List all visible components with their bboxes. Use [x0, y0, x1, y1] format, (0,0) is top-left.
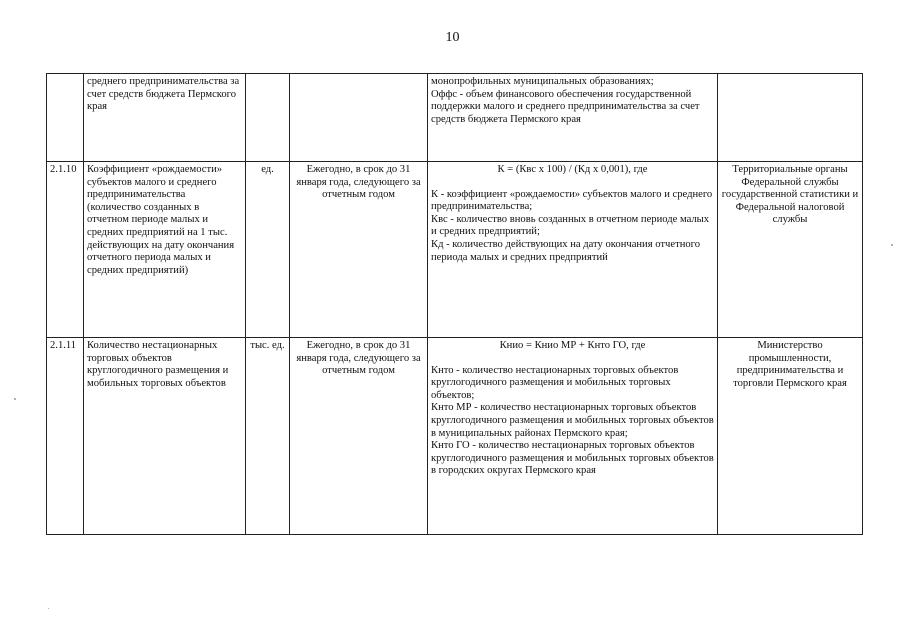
indicator-formula: Книо = Книо МР + Кнто ГО, где — [499, 340, 646, 351]
indicator-source: Территориальные органы Федеральной службы государственной статистики и Федеральной налоговой службы — [718, 162, 863, 338]
method-line: Кнто МР - количество нестационарных торговых объектов круглогодичного размещения и мобильных торговых объектов в муниципальных районах Пермского края; — [431, 402, 714, 439]
indicator-period: Ежегодно, в срок до 31 января года, следующего за отчетным годом — [290, 338, 428, 535]
method-line: Кнто ГО - количество нестационарных торговых объектов круглогодичного размещения и мобильных торговых объектов в городских округах Пермского края — [431, 440, 714, 477]
method-line: монопрофильных муниципальных образованиях; — [431, 76, 654, 87]
table-row-2-1-11 — [47, 338, 863, 535]
page-number: 10 — [445, 30, 460, 45]
method-line: Квс - количество вновь созданных в отчетном периоде малых и средних предприятий; — [431, 213, 710, 238]
indicator-name: среднего предпринимательства за счет средств бюджета Пермского края — [84, 74, 246, 162]
indicator-period: Ежегодно, в срок до 31 января года, следующего за отчетным годом — [290, 162, 428, 338]
indicator-source — [718, 74, 863, 162]
indicator-method — [428, 338, 718, 535]
indicators-table — [46, 73, 863, 535]
method-line: К - коэффициент «рождаемости» субъектов малого и среднего предпринимательства; — [431, 188, 713, 213]
indicator-method — [428, 74, 718, 162]
indicator-number: 2.1.11 — [47, 338, 84, 535]
table-row-continuation — [47, 74, 863, 162]
scan-speck — [891, 244, 893, 246]
indicator-formula: К = (Квс х 100) / (Кд х 0,001), где — [497, 164, 648, 175]
indicator-number: 2.1.10 — [47, 162, 84, 338]
method-line: Кнто - количество нестационарных торговых объектов круглогодичного размещения и мобильных торговых объектов; — [431, 364, 679, 401]
indicator-name: Количество нестационарных торговых объектов круглогодичного размещения и мобильных торговых объектов — [84, 338, 246, 535]
method-line: Кд - количество действующих на дату окончания отчетного периода малых и средних предприятий — [431, 238, 701, 263]
indicator-unit: тыс. ед. — [246, 338, 290, 535]
indicator-unit: ед. — [246, 162, 290, 338]
scan-speck — [48, 608, 49, 609]
indicator-number — [47, 74, 84, 162]
table-row-2-1-10 — [47, 162, 863, 338]
indicator-name: Коэффициент «рождаемости» субъектов малого и среднего предпринимательства (количество созданных в отчетном периоде малых и средних предприятий на 1 тыс. действующих на дату окончания отчетного периода малых и средних предприятий) — [84, 162, 246, 338]
indicator-source: Министерство промышленности, предпринимательства и торговли Пермского края — [718, 338, 863, 535]
indicator-period — [290, 74, 428, 162]
indicator-method — [428, 162, 718, 338]
scan-speck — [14, 398, 16, 400]
indicator-unit — [246, 74, 290, 162]
method-line: Оффс - объем финансового обеспечения государственной поддержки малого и среднего предпринимательства за счет средств бюджета Пермского края — [431, 88, 700, 125]
